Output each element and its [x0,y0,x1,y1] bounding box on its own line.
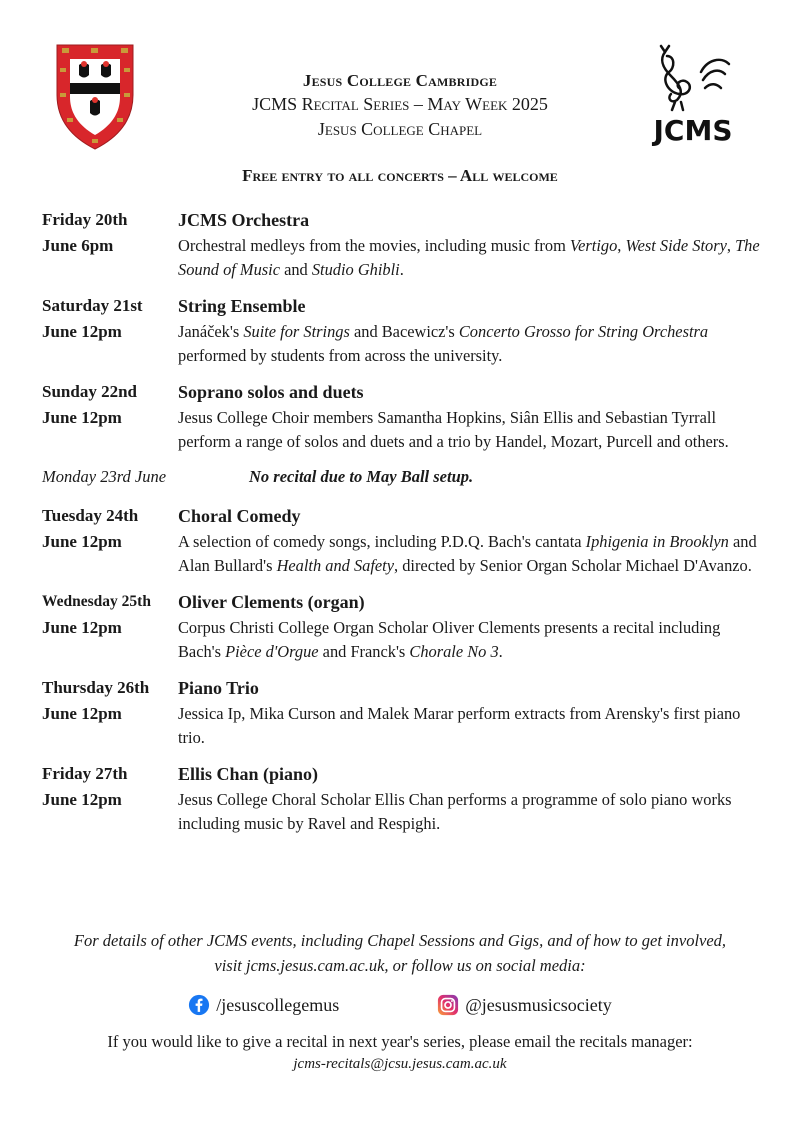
facebook-link[interactable] [188,992,339,1018]
rooster-treble-clef-icon [645,42,741,114]
college-name: Jesus College Cambridge [302,71,498,90]
footer [0,928,800,1075]
description-text: and [279,259,312,279]
description-text: Orchestral medleys from the movies, including music from [178,236,570,255]
description-text: Jesus College Choral Scholar Ellis Chan performs a programme of solo piano works including music by Ravel and Respighi. [178,790,732,833]
event-description [178,787,762,835]
event-title: JCMS Orchestra [178,210,310,230]
event-day: Saturday 21st [42,296,143,315]
event-title: Oliver Clements (organ) [178,592,365,612]
description-text: and Bacewicz's [349,322,459,341]
no-recital-text: No recital due to May Ball setup. [249,467,474,486]
event-title: Piano Trio [178,678,259,698]
details-line-2: visit jcms.jesus.cam.ac.uk, or follow us on social media: [214,956,586,975]
description-text: . [399,259,404,279]
work-title: Vertigo [569,236,618,255]
no-recital-notice [42,465,762,489]
no-recital-date: Monday 23rd June [42,467,167,486]
event-description [178,529,762,577]
description-text: and Alan Bullard's [178,532,757,575]
recital-invite-text: If you would like to give a recital in next year's series, please email the recitals manager: [107,1032,693,1051]
event-time: June 6pm [42,236,114,255]
series-title: JCMS Recital Series – May Week 2025 [252,94,548,114]
description-text: Janáček's [178,322,244,341]
event-day: Sunday 22nd [42,382,137,401]
facebook-icon [188,994,210,1016]
event-day: Tuesday 24th [42,506,139,525]
event-title: String Ensemble [178,296,306,316]
event-item [42,675,762,749]
event-time: June 12pm [42,618,122,637]
description-text: Jessica Ip, Mika Curson and Malek Marar perform extracts from Arensky's first piano trio. [178,704,741,747]
work-title: West Side Story [625,236,727,255]
social-links [0,992,800,1018]
jcms-logo [645,42,741,146]
event-title: Soprano solos and duets [178,382,364,402]
work-title: Concerto Grosso for String Orchestra [458,322,709,341]
event-day: Friday 27th [42,764,128,783]
description-text: . [498,641,503,661]
event-day: Wednesday 25th [42,593,151,610]
work-title: The Sound of Music [178,236,760,279]
event-title: Ellis Chan (piano) [178,764,319,784]
work-title: Pièce d'Orgue [225,641,319,661]
instagram-link[interactable] [437,992,612,1018]
description-text: and Franck's [318,641,410,661]
free-entry-notice: Free entry to all concerts – All welcome [242,166,558,185]
event-description [178,701,762,749]
recitals-email-link[interactable]: jcms-recitals@jcsu.jesus.cam.ac.uk [293,1056,507,1072]
poster-header [150,70,650,142]
event-time: June 12pm [42,532,122,551]
work-title: Chorale No 3 [409,641,499,661]
event-time: June 12pm [42,790,122,809]
event-time: June 12pm [42,704,122,723]
work-title: Health and Safety [276,555,395,575]
event-description [178,319,762,367]
description-text: A selection of comedy songs, including P.D.Q. Bach's cantata [178,532,586,551]
jesus-college-crest-logo [55,43,135,151]
work-title: Studio Ghibli [311,259,400,279]
details-line-1: For details of other JCMS events, including Chapel Sessions and Gigs, and of how to get involved, [73,931,727,950]
description-text: , [617,236,626,255]
event-item [42,761,762,835]
venue: Jesus College Chapel [317,119,483,139]
event-item [42,379,762,453]
description-text: Corpus Christi College Organ Scholar Oliver Clements presents a recital including Bach's [178,618,721,661]
event-item [42,207,762,281]
facebook-handle: /jesuscollegemus [216,995,340,1015]
event-time: June 12pm [42,408,122,427]
work-title: Iphigenia in Brooklyn [585,532,729,551]
event-time: June 12pm [42,322,122,341]
event-description [178,233,762,281]
event-day: Thursday 26th [42,678,150,697]
event-schedule [42,207,762,847]
description-text: Jesus College Choir members Samantha Hopkins, Siân Ellis and Sebastian Tyrrall perform a range of solos and duets and a trio by Handel, Mozart, Purcell and others. [178,408,729,451]
description-text: , directed by Senior Organ Scholar Michael D'Avanzo. [394,555,752,575]
event-title: Choral Comedy [178,506,301,526]
event-description [178,615,762,663]
event-item [42,293,762,367]
instagram-handle: @jesusmusicsociety [465,995,612,1015]
instagram-icon [437,994,459,1016]
event-item [42,589,762,663]
description-text: , [726,236,736,255]
event-day: Friday 20th [42,210,128,229]
event-item [42,503,762,577]
description-text: performed by students from across the university. [178,345,503,365]
jcms-logo-text: JCMS [653,114,733,147]
work-title: Suite for Strings [243,322,350,341]
event-description [178,405,762,453]
